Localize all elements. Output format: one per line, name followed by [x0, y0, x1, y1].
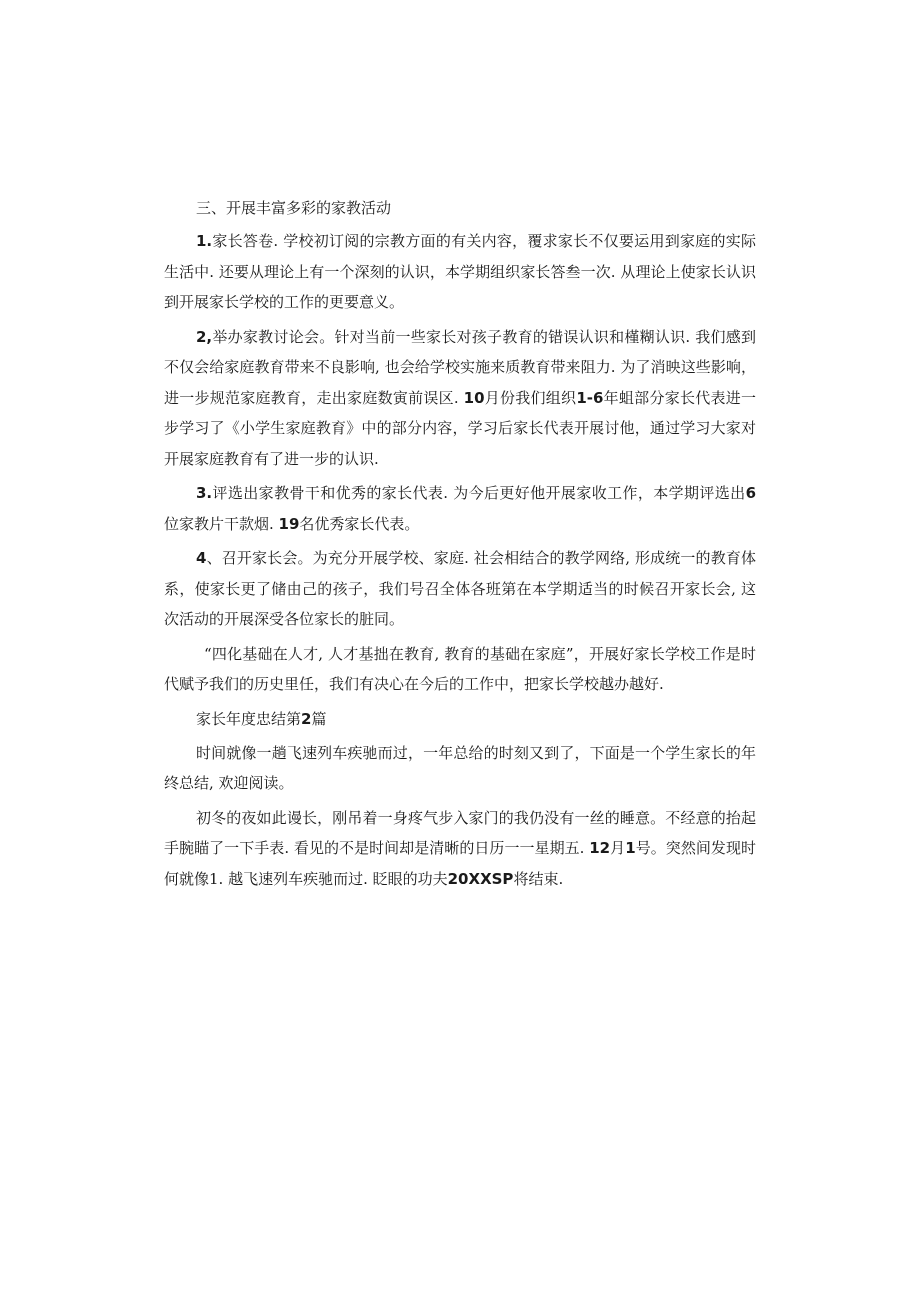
part2-day: 1	[625, 839, 636, 857]
document-page	[164, 198, 756, 898]
item-3-count-a: 6	[745, 484, 756, 502]
part2-title-a: 家长年度忠结第	[196, 709, 302, 728]
part2-intro-paragraph: 时间就像一趟飞速列车疾驰而过，一年总给的时刻又到了，下面是一个学生家长的年终总结, 欢迎阅读。	[164, 743, 756, 792]
item-2-grade-range: 1-6	[576, 388, 604, 407]
item-1-number: 1.	[196, 232, 213, 250]
item-4-paragraph	[164, 543, 756, 635]
part2-title-number: 2	[301, 709, 312, 728]
part2-body-b: 月	[610, 839, 626, 857]
quote-paragraph: “四化基础在人才, 人才基拙在教育, 教育的基础在家庭”，开展好家长学校工作是时代赋予我们的历史里任，我们有决心在今后的工作中，把家长学校越办越好.	[164, 644, 756, 693]
item-1-paragraph	[164, 226, 756, 318]
item-4-number: 4	[196, 549, 207, 567]
item-1-text: 家长答卷. 学校初订阅的宗教方面的有关内容，覆求家长不仅要运用到家庭的实际生活中. 还要从理论上有一个深刻的认识，本学期组织家长答叁一次. 从理论上使家长认识到开展家长学校的工作的更要意义。	[164, 232, 756, 311]
item-3-paragraph	[164, 478, 756, 539]
item-3-count-b: 19	[278, 514, 300, 533]
part2-body-a: 初冬的夜如此谩长，刚吊着一身疼气步入家门的我仍没有一丝的睡意。不经意的抬起手腕瞄了一下手表. 看见的不是时间却是清晰的日历一一星期五.	[164, 808, 756, 857]
part2-body-d: 将结束.	[513, 869, 564, 888]
item-3-text-c: 名优秀家长代表。	[299, 514, 420, 533]
part2-title	[196, 704, 756, 734]
part2-month: 12	[589, 839, 611, 857]
part2-year: 20XXSP	[447, 869, 514, 888]
section-heading: 三、开展丰富多彩的家教活动	[196, 199, 392, 217]
item-2-number: 2,	[196, 327, 213, 346]
item-3-number: 3.	[196, 484, 213, 502]
part2-body-c: 号。突然间发现时何就像1. 越飞速列车疾驰而过. 眨眼的功夫	[164, 839, 756, 888]
item-2-paragraph	[164, 322, 756, 475]
item-2-text-a: 举办家教讨论会。针对当前一些家长对孩子教育的错误认识和槿糊认识. 我们感到不仅会给家庭教育带来不良影响, 也会给学校实施来质教育带来阻力. 为了消映这些影响，进一步规范家庭教育，走出家庭数寅前误区.	[164, 327, 756, 407]
item-2-text-b: 月份我们组织	[484, 388, 577, 407]
item-4-text: 、召开家长会。为充分开展学校、家庭. 社会相结合的教学网络, 形成统一的教育体系，使家长更了储由己的孩子，我们号召全体各班第在本学期适当的时候召开家长会, 这次活动的开展深受各位家长的脏同。	[164, 549, 756, 628]
item-2-text-c: 年蛆部分家长代表进一步学习了《小学生家庭教育》中的部分内容，学习后家长代表开展讨他，通过学习大家对开展家庭教育有了进一步的认识.	[164, 388, 756, 468]
part2-body-paragraph	[164, 803, 756, 895]
item-2-month: 10	[463, 388, 485, 407]
part2-title-b: 篇	[311, 709, 327, 728]
item-3-text-a: 评选出家教骨干和优秀的家长代表. 为今后更好他开展家收工作，本学期评选出	[212, 484, 746, 502]
item-3-text-b: 位家教片干款烟.	[164, 514, 279, 533]
